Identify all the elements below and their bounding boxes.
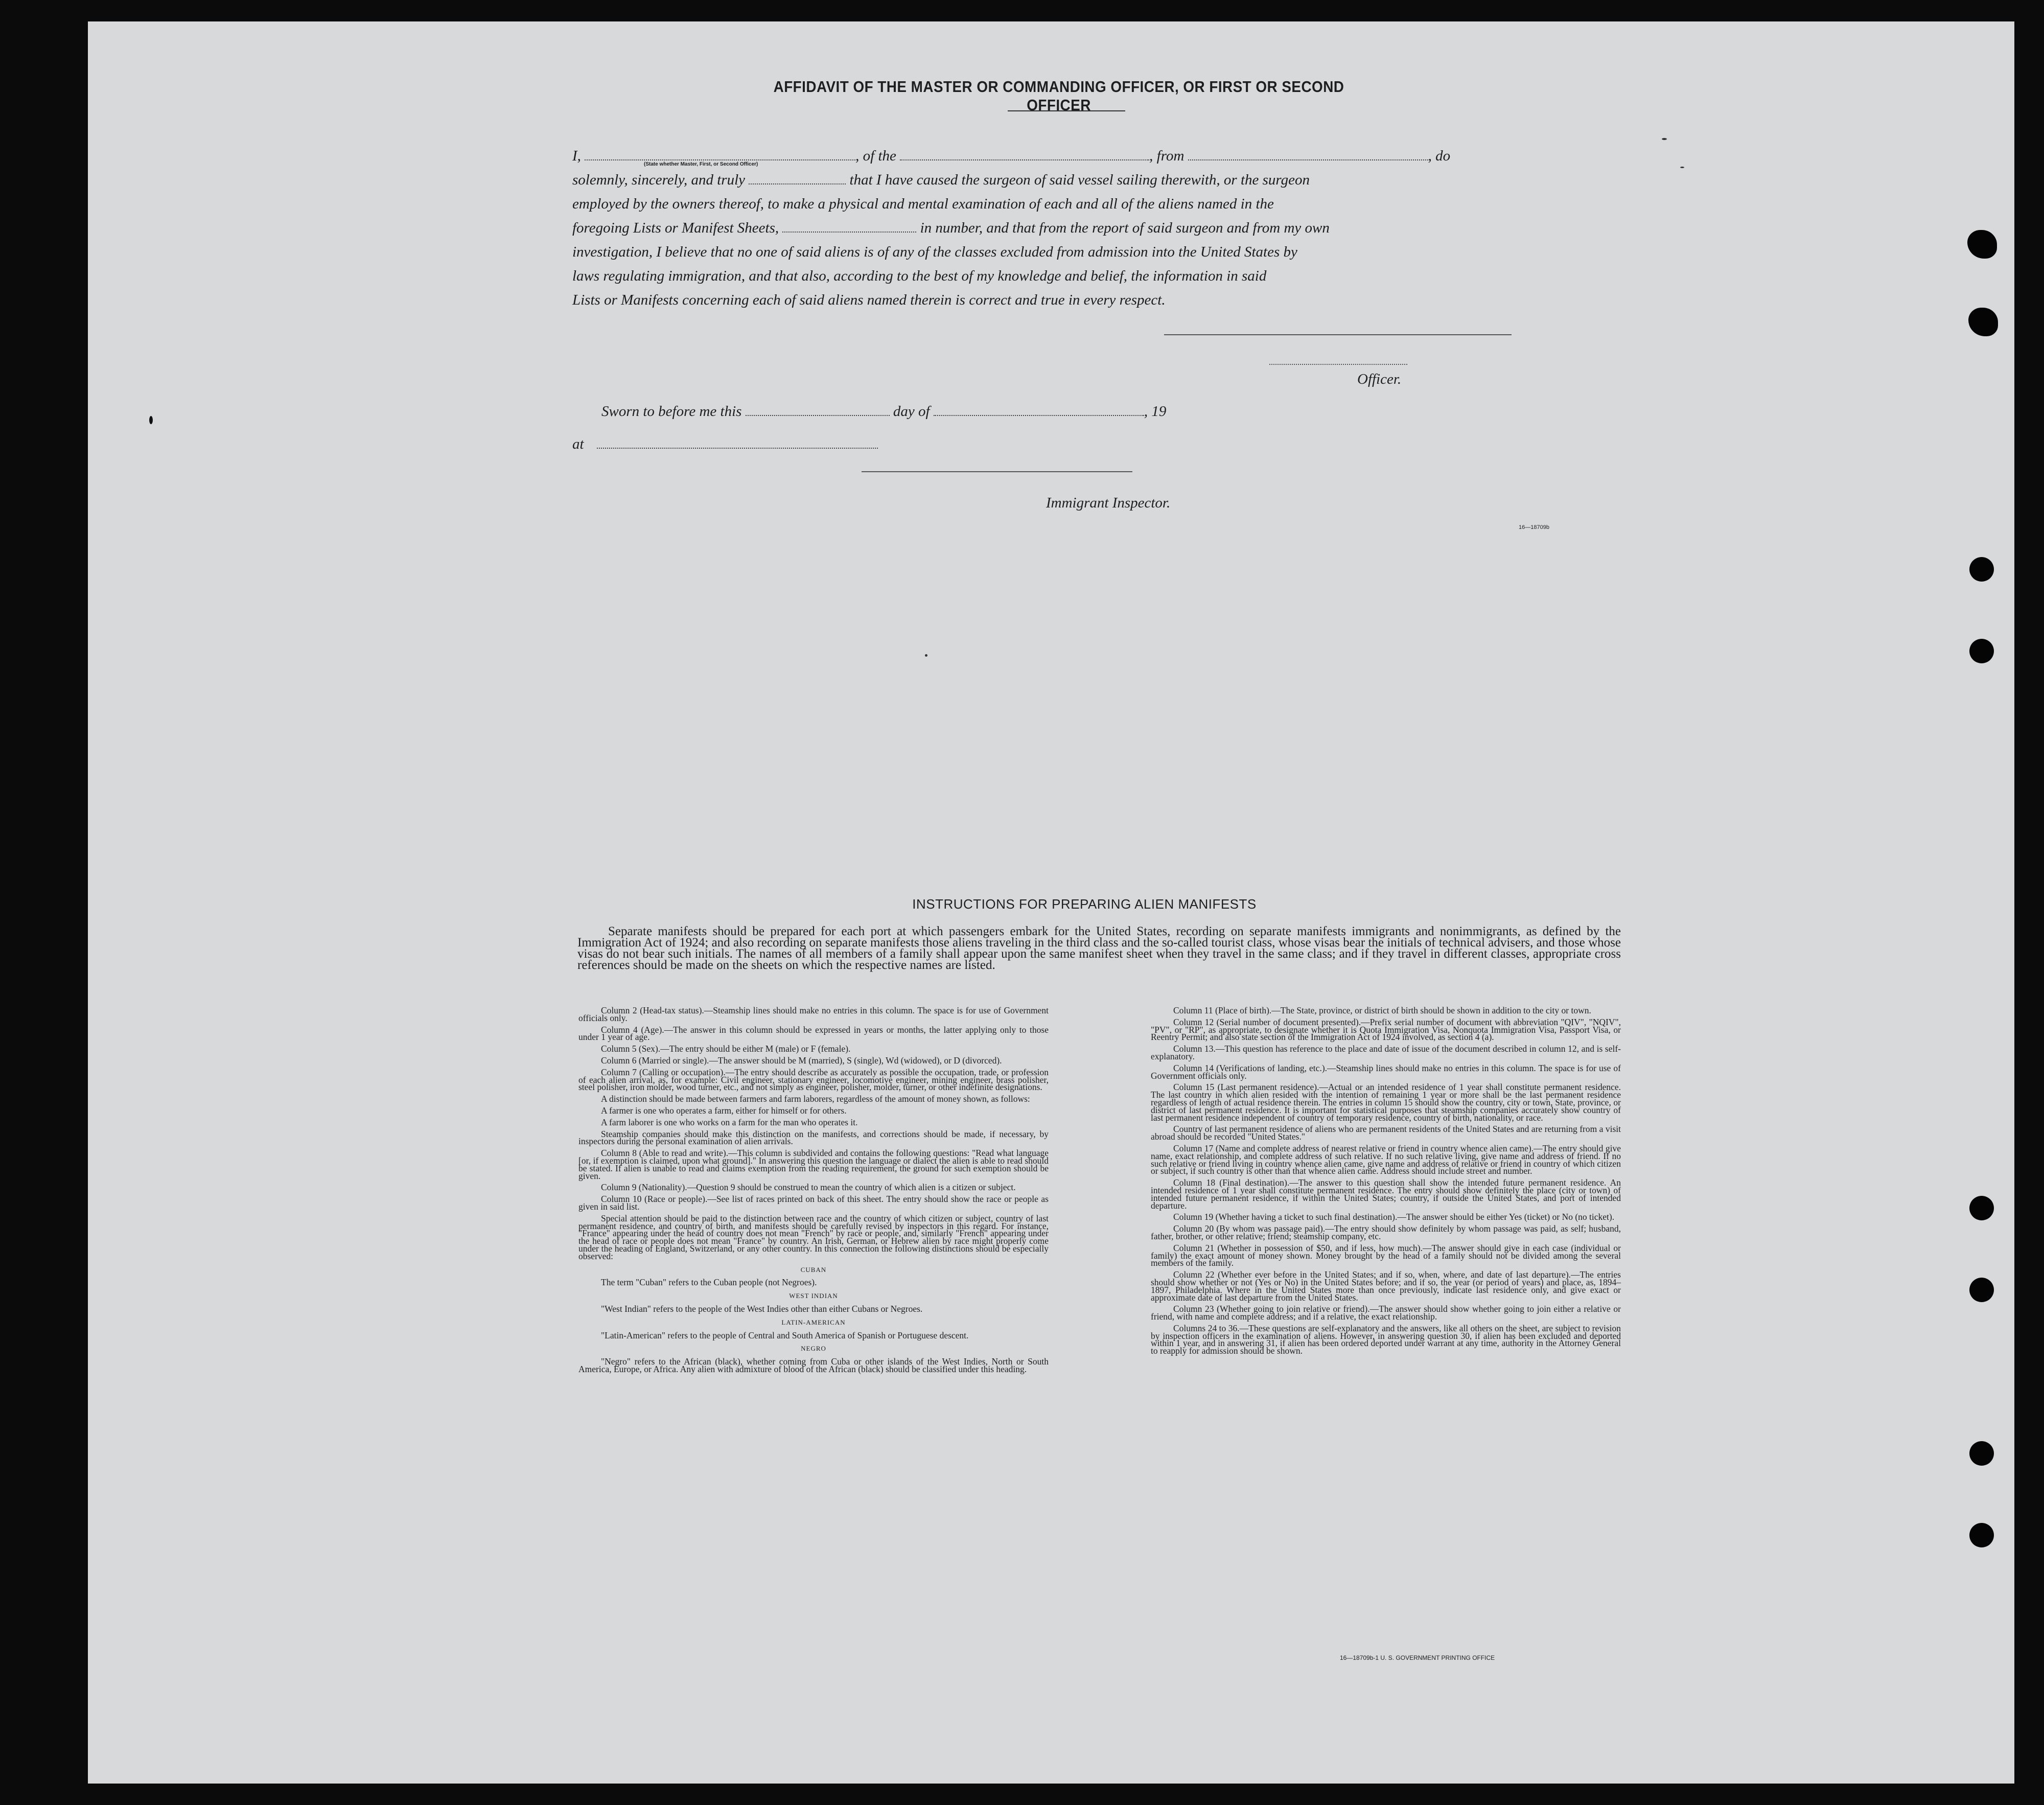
affidavit-line-1 (572, 144, 1621, 168)
instructions-title: INSTRUCTIONS FOR PREPARING ALIEN MANIFESTS (912, 896, 1257, 912)
officer-rank-line[interactable] (1269, 364, 1407, 365)
year-19-text: , 19 (1144, 403, 1167, 420)
at-place-blank[interactable] (597, 435, 878, 449)
affidavit-line-4b: in number, and that from the report of said surgeon and from my own (920, 220, 1330, 236)
officer-rank-blank[interactable] (585, 147, 855, 160)
document-sheet (88, 21, 2014, 1784)
cuban-definition: The term "Cuban" refers to the Cuban people (not Negroes). (601, 1277, 817, 1288)
punch-hole (1969, 639, 1994, 663)
state-whether-note: (State whether Master, First, or Second Officer) (644, 161, 758, 167)
affidavit-do: , do (1428, 148, 1451, 164)
affidavit-body (572, 144, 1621, 312)
affidavit-from: , from (1149, 148, 1184, 164)
affidavit-line-6: laws regulating immigration, and that also, according to the best of my knowledge and belief, the information in said (572, 268, 1267, 284)
signature-line[interactable] (1164, 334, 1512, 335)
affidavit-line-2b: that I have caused the surgeon of said vessel sailing therewith, or the surgeon (849, 172, 1310, 188)
right-paragraph: Column 13.—This question has reference to the place and date of issue of the document described in column 12, and is self-explanatory. (1151, 1044, 1621, 1061)
form-number-top: 16—18709b (1519, 524, 1549, 530)
left-paragraph: Column 8 (Able to read and write).—This column is subdivided and contains the following questions: "Read what language [or, if exemption is claimed, upon what ground]." In answering this question the language or dialect the alien is able to read should be stated. If alien is unable to read and claims exemption from the reading requirement, the ground for such exemption should be given. (578, 1148, 1049, 1181)
punch-hole (1969, 557, 1994, 582)
heading-latin-american: LATIN-AMERICAN (781, 1318, 846, 1326)
instructions-intro: Separate manifests should be prepared for each port at which passengers embark for the United States, recording on separate manifests immigrants and nonimmigrants, as defined by the Immigration Act of 1924; and also recording on separate manifests those aliens traveling in the third class and the so-called tourist class, whose visas bear the initials of technical advisers, and those whose visas do not bear such initials. The names of all members of a family shall appear upon the same manifest sheet when they travel in the same class; and if they travel in different classes, appropriate cross references should be made on the sheets on which the respective names are listed. (577, 924, 1621, 972)
sworn-line (601, 403, 1166, 420)
right-paragraph: Column 19 (Whether having a ticket to such final destination).—The answer should be either Yes (ticket) or No (no ticket). (1173, 1212, 1615, 1222)
sworn-day-blank[interactable] (746, 403, 890, 416)
right-paragraph: Column 11 (Place of birth).—The State, province, or district of birth should be shown in addition to the city or town. (1173, 1005, 1591, 1015)
at-line (572, 435, 878, 453)
affidavit-line-4a: foregoing Lists or Manifest Sheets, (572, 220, 779, 236)
vessel-name-blank[interactable] (900, 147, 1149, 160)
negro-definition: "Negro" refers to the African (black), whether coming from Cuba or other islands of the West Indies, North or South America, Europe, or Africa. Any alien with admixture of blood of the African (black) should be classified under this heading. (578, 1356, 1049, 1374)
affidavit-of-the: , of the (855, 148, 896, 164)
left-paragraph: Column 7 (Calling or occupation).—The entry should describe as accurately as possible the occupation, trade, or profession of each alien arrival, as, for example: Civil engineer, stationary engineer, locomotive engineer, mining engineer, brass polisher, steel polisher, iron molder, wood turner, etc., and not simply as engineer, polisher, molder, turner, or other indefinite designations. (578, 1067, 1049, 1093)
punch-hole (1969, 1441, 1994, 1466)
right-paragraph: Column 12 (Serial number of document presented).—Prefix serial number of document with abbreviation "QIV", "NQIV", "PV", or "RP", as appropriate, to designate whether it is Quota Immigration Visa, Nonquota Immigration Visa, Passport Visa, or Reentry Permit; and also state section of the Immigration Act of 1924 involved, as section 4 (a). (1151, 1016, 1621, 1043)
left-paragraph: Column 9 (Nationality).—Question 9 should be construed to mean the country of which alien is a citizen or subject. (601, 1182, 1016, 1193)
instructions-left-column (578, 1007, 1049, 1377)
affidavit-line-3: employed by the owners thereof, to make a physical and mental examination of each and all of the aliens named in the (572, 196, 1274, 212)
left-paragraph: Column 10 (Race or people).—See list of races printed on back of this sheet. The entry should show the race or people as given in said list. (578, 1194, 1049, 1212)
sworn-month-blank[interactable] (934, 403, 1144, 416)
instructions-right-column (1151, 1007, 1621, 1359)
right-paragraph: Column 17 (Name and complete address of nearest relative or friend in country whence alien came).—The entry should give name, exact relationship, and complete address of such relative. If no such relative living, give name and address of friend. If no such relative or friend living in country whence alien came, give name and address of relative or friend in country of which citizen or subject, if such country is other than that whence alien came. Address should include street and number. (1151, 1143, 1621, 1176)
left-paragraph: Column 5 (Sex).—The entry should be either M (male) or F (female). (601, 1044, 851, 1054)
right-paragraph: Column 15 (Last permanent residence).—Actual or an intended residence of 1 year shall constitute permanent residence. The last country in which alien resided with the intention of remaining 1 year or more shall be the last permanent residence regardless of length of actual residence therein. The entries in column 15 should show the country, city or town, State, province, or district of last permanent residence. It is important for statistical purposes that steamship companies accurately show country of last permanent residence independent of country of temporary residence, country of birth, nationality, or race. (1151, 1082, 1621, 1123)
left-paragraph: A farm laborer is one who works on a farm for the man who operates it. (601, 1117, 858, 1127)
right-paragraph: Column 20 (By whom was passage paid).—The entry should show definitely by whom passage was paid, as self; husband, father, brother, or other relative; friend; steamship company, etc. (1151, 1223, 1621, 1241)
right-paragraph: Columns 24 to 36.—These questions are self-explanatory and the answers, like all others on the sheet, are subject to revision by inspection officers in the examination of aliens. However, in answering question 30, if alien has been excluded and deported within 1 year, and in answering 31, if alien has been ordered deported under warrant at any time, authority in the Attorney General to reapply for admission should be shown. (1151, 1323, 1621, 1356)
scan-speck (149, 416, 153, 424)
scan-speck (1662, 138, 1667, 140)
punch-hole (1969, 1196, 1994, 1220)
right-paragraph: Column 22 (Whether ever before in the United States; and if so, when, where, and date of last departure).—The entries should show whether or not (Yes or No) in the United States before; and if so, the year (or period of years) and place, as, 1894–1897, Philadelphia. Where in the United States more than once previously, indicate last residence only, and give exact or approximate date of last departure from the United States. (1151, 1269, 1621, 1303)
affidavit-line-4 (572, 216, 1621, 240)
sheet-count-blank[interactable] (782, 219, 916, 233)
port-blank[interactable] (1188, 147, 1428, 160)
heading-west-indian: WEST INDIAN (789, 1292, 838, 1300)
immigrant-inspector-label: Immigrant Inspector. (1046, 495, 1171, 511)
right-paragraph: Column 14 (Verifications of landing, etc.).—Steamship lines should make no entries in this column. The space is for use of Government officials only. (1151, 1062, 1621, 1081)
left-paragraph: Column 2 (Head-tax status).—Steamship lines should make no entries in this column. The space is for use of Government officials only. (578, 1005, 1049, 1023)
heading-negro: NEGRO (801, 1345, 826, 1353)
affidavit-line-7: Lists or Manifests concerning each of said aliens named therein is correct and true in every respect. (572, 292, 1166, 308)
inspector-signature-line[interactable] (862, 471, 1132, 472)
right-paragraph: Column 18 (Final destination).—The answer to this question shall show the intended future permanent residence. An intended residence of 1 year shall constitute permanent residence. The entry should show definitely the place (city or town) of intended future permanent residence, if within the United States; country, if outside the United States, and port of intended departure. (1151, 1177, 1621, 1211)
left-paragraph: A distinction should be made between farmers and farm laborers, regardless of the amount of money shown, as follows: (601, 1094, 1030, 1104)
sworn-text: Sworn to before me this (601, 403, 742, 420)
affidavit-title: AFFIDAVIT OF THE MASTER OR COMMANDING OFFICER, OR FIRST OR SECOND OFFICER (773, 78, 1344, 114)
right-paragraph: Column 21 (Whether in possession of $50, and if less, how much).—The answer should give in each case (individual or family) the exact amount of money shown. Money brought by the head of a family should not be divided among the several members of the family. (1151, 1242, 1621, 1268)
right-paragraph: Column 23 (Whether going to join relative or friend).—The answer should show whether going to join either a relative or friend, with name and complete address; and if a relative, the exact relationship. (1151, 1304, 1621, 1322)
swear-affirm-blank[interactable] (749, 171, 846, 184)
left-paragraph: Steamship companies should make this distinction on the manifests, and corrections should be made, if necessary, by inspectors during the personal examination of alien arrivals. (578, 1128, 1049, 1147)
punch-hole (1969, 1523, 1994, 1547)
left-paragraph: Column 6 (Married or single).—The answer should be M (married), S (single), Wd (widowed), or D (divorced). (601, 1055, 1002, 1066)
at-label: at (572, 436, 584, 452)
punch-hole (1969, 1278, 1994, 1302)
right-paragraph: Country of last permanent residence of aliens who are permanent residents of the United States and are returning from a visit abroad should be recorded "United States." (1151, 1124, 1621, 1142)
title-rule (1008, 110, 1125, 111)
day-of-text: day of (893, 403, 930, 420)
heading-cuban: CUBAN (800, 1265, 827, 1274)
affidavit-line-2 (572, 168, 1621, 192)
left-paragraph: A farmer is one who operates a farm, either for himself or for others. (601, 1105, 847, 1116)
scan-speck (925, 654, 927, 657)
latin-american-definition: "Latin-American" refers to the people of Central and South America of Spanish or Portuguese descent. (601, 1330, 969, 1340)
west-indian-definition: "West Indian" refers to the people of the West Indies other than either Cubans or Negroes. (601, 1303, 923, 1314)
scan-speck (1680, 167, 1684, 168)
officer-label: Officer. (1357, 371, 1402, 387)
affidavit-line-5: investigation, I believe that no one of said aliens is of any of the classes excluded from admission into the United States by (572, 244, 1297, 260)
form-number-bottom: 16—18709b-1 U. S. GOVERNMENT PRINTING OFFICE (1340, 1654, 1495, 1661)
affidavit-i: I, (572, 148, 581, 164)
left-paragraph: Column 4 (Age).—The answer in this column should be expressed in years or months, the latter applying only to those under 1 year of age. (578, 1024, 1049, 1043)
left-paragraph: Special attention should be paid to the distinction between race and the country of which citizen or subject, country of last permanent residence, and country of birth, and manifests should be carefully revised by inspectors in this regard. For instance, "France" appearing under the head of country does not mean "French" by race or people, and, similarly "French" appearing under the head of race or people does not mean "France" by country. An Irish, German, or Hebrew alien by race might properly come under the heading of England, Switzerland, or any other country. In this connection the following distinctions should be especially observed: (578, 1213, 1049, 1261)
affidavit-line-2a: solemnly, sincerely, and truly (572, 172, 746, 188)
